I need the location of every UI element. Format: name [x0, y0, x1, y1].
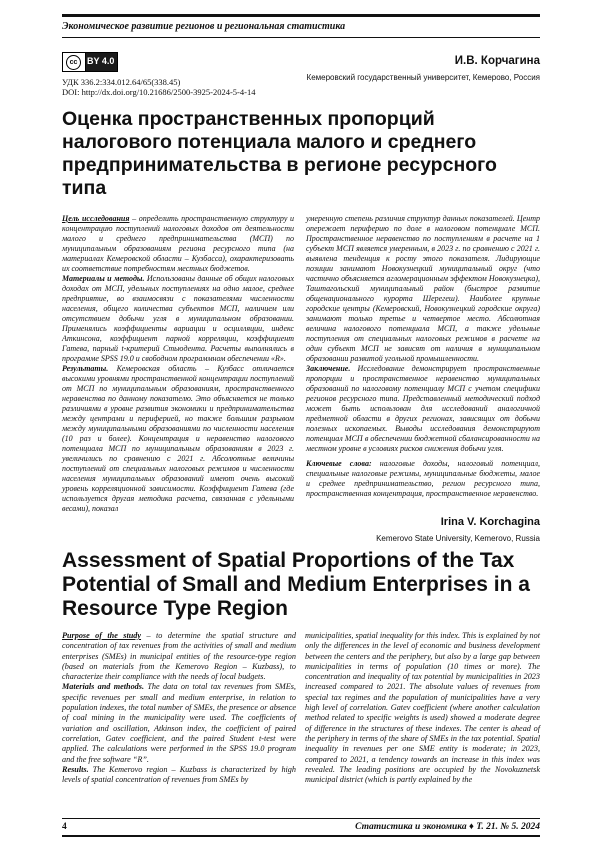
cc-logo-icon — [63, 53, 86, 71]
purpose-label-en: Purpose of the study — [62, 631, 141, 640]
cc-symbol: cc — [66, 55, 81, 70]
journal-header — [62, 14, 540, 38]
cc-by-license-badge[interactable] — [62, 52, 118, 72]
author-name-en: Irina V. Korchagina — [441, 516, 540, 528]
methods-label-en: Materials and methods. — [62, 682, 144, 691]
author-affiliation-ru: Кемеровский государственный университет, Кемерово, Россия — [307, 73, 540, 82]
abstract-ru-results — [62, 364, 294, 514]
purpose-text-ru: – определить пространственную структуру и концентрацию поступлений налоговых доходов от деятельности малого и среднего предпринимательства (МСП) по муниципальным образованиям региона ресурсного типа (на материалах Кемеровской области – Кузбасса), охарактеризовать их соответствие потребностям местных бюджетов. — [62, 214, 294, 273]
author-affiliation-en: Kemerovo State University, Kemerovo, Russia — [376, 534, 540, 543]
page-footer — [62, 818, 540, 837]
purpose-label-ru: Цель исследования — [62, 214, 129, 223]
methods-text-ru: Использованы данные об общих налоговых доходах от МСП, удельных поступлениях на одно малое, среднее предприятие, во взаимосвязи с показателями численности населения, общего количества субъектов МСП, наличием или отсутствием добычи угля в муниципальном образовании. Применялись коэффициенты вариации и осцилляции, индекс Аткинсона, коэффициент парной корреляции, коэффициент Гатева, парный t-критерий Стьюдента. Расчеты выполнялись в программе SPSS 19.0 и свободном программном обеспечении «R». — [62, 274, 294, 363]
keywords-label-ru: Ключевые слова: — [306, 459, 372, 468]
keywords-ru — [306, 459, 540, 499]
article-title-en: Assessment of Spatial Proportions of the Tax Potential of Small and Medium Enterprises in a Resource Type Region — [62, 549, 542, 621]
results-text-ru: Кемеровская область – Кузбасс отличается высокими уровнями пространственной концентрации поступлений от МСП по муниципальным образованиям, пространственного неравенства по данному показателю. Это объясняется не только различиями в уровне развития экономики и предпринимательства между центрами и периферией, но также большим разрывом между муниципальными образованиями по численности населения (10 раз и более). Концентрация и неравенство налогового потенциала МСП по муниципальным образованиям в 2023 г. увеличились по сравнению с 2021 г. Абсолютные величины поступлений от специальных налоговых режимов и численности населения муниципальных образований имеют очень высокий уровень корреляционной зависимости. Коэффициент Гатева (где используется другая методика расчета, связанная с удельными весами), показал — [62, 364, 294, 513]
abstract-ru-purpose — [62, 214, 294, 274]
journal-section-title: Экономическое развитие регионов и региональная статистика — [62, 21, 345, 32]
journal-issue: Статистика и экономика ♦ Т. 21. № 5. 2024 — [355, 822, 540, 832]
abstract-en-right-column — [305, 631, 540, 819]
conclusion-text-ru: Исследование демонстрирует пространственные пропорции и пространственное неравенство муниципальных образований по налоговому потенциалу МСП с учетом специфики регионов ресурсного типа. Представленный методический подход может быть использован для исследований аналогичной предметной области в других регионах, зависящих от добычи полезных ископаемых. Выводы исследования демонстрируют потенциал МСП в обеспечении бюджетной сбалансированности на местном уровне в условиях рисков снижения добычи угля. — [306, 364, 540, 453]
article-title-ru: Оценка пространственных пропорций налогового потенциала малого и среднего предпринимательства в регионе ресурсного типа — [62, 108, 502, 200]
keywords-text-ru: налоговые доходы, налоговый потенциал, специальные налоговые режимы, муниципальные бюджеты, малое и среднее предпринимательство, регион ресурсного типа, пространственная концентрация, пространственное неравенство. — [306, 459, 540, 498]
abstract-ru-left-column — [62, 214, 294, 505]
abstract-ru-methods — [62, 274, 294, 364]
author-name-ru: И.В. Корчагина — [455, 55, 540, 67]
abstract-en-left-column — [62, 631, 296, 819]
results-label-en: Results. — [62, 765, 89, 774]
doi-link[interactable]: DOI: http://dx.doi.org/10.21686/2500-3925-2024-5-4-14 — [62, 87, 255, 97]
udk-code: УДК 336.2:334.012.64/65(338.45) — [62, 77, 255, 87]
abstract-en-purpose — [62, 631, 296, 682]
purpose-text-en: – to determine the spatial structure and concentration of tax revenues from the activities of small and medium enterprises (SMEs) in municipal entities of the resource-type region (based on materials from the Kemerovo Region – Kuzbass), to characterize their compliance with the needs of local budgets. — [62, 631, 296, 681]
abstract-ru-right-column — [306, 214, 540, 514]
results-text-en: The Kemerovo region – Kuzbass is characterized by high levels of spatial concentration of revenues from SMEs by — [62, 765, 296, 784]
page-number: 4 — [62, 822, 67, 832]
license-label: BY 4.0 — [87, 56, 114, 66]
article-meta — [62, 77, 255, 97]
abstract-ru-conclusion — [306, 364, 540, 454]
results-continued-ru: умеренную степень различия структур данных показателей. Центр опережает периферию по доле в налоговом потенциале МСП. Пространственное неравенство по поступлениям в расчете на 1 субъект МСП является умеренным, в 2023 г. по сравнению с 2021 г. выявлена тенденция к росту этого показателя. Лидирующие позиции занимают Новокузнецкий муниципальный округ (что частично объясняется агломерационным эффектом Новокузнецка), Таштагольский муниципальный район (быстрое развитие общенационального курорта Шерегеш). Наиболее крупные городские центры (Кемеровский, Новокузнецкий городские округа) занимают только третье и четвертое место. Абсолютная величина налогового потенциала МСП, а также удельные поступления от специальных налоговых режимов в расчете на один субъект МСП не зависят от наличия в муниципальном образовании развитой угольной промышленности. — [306, 214, 540, 364]
methods-label-ru: Материалы и методы. — [62, 274, 144, 283]
results-continued-en: municipalities, spatial inequality for this index. This is explained by not only the differences in the level of economic and business development between the centers and the periphery, but also by a large gap between municipalities in terms of population (10 times or more). The concentration and inequality of tax potential by municipalities in 2023 increased compared to 2021. The absolute values of revenues from special tax regimes and the population of municipalities have a very high level of correlation. Gatev coefficient (where another calculation method related to specific weights is used) showed a moderate degree of difference in the structures of these indexes. The center is ahead of the periphery in terms of the share of SMEs in the tax potential. Spatial inequality in revenues per one SME entity is moderate; in 2023, compared to 2021, a tendency towards an increase in this index was revealed. The leading positions are occupied by the Novokuznetsk municipal district (which is partly explained by the — [305, 631, 540, 785]
methods-text-en: The data on total tax revenues from SMEs, specific revenues per small and medium enterprise, in relation to population indexes, the total number of SMEs, the presence or absence of coal mining in the municipality were used. The coefficients of variation and oscillation, Atkinson index, the coefficient of paired correlation, Gatev coefficient, and the paired Student t-test were applied. The calculations were performed in the SPSS 19.0 program and the free software “R”. — [62, 682, 296, 763]
abstract-en-methods — [62, 682, 296, 764]
conclusion-label-ru: Заключение. — [306, 364, 350, 373]
results-label-ru: Результаты. — [62, 364, 108, 373]
abstract-en-results — [62, 765, 296, 786]
